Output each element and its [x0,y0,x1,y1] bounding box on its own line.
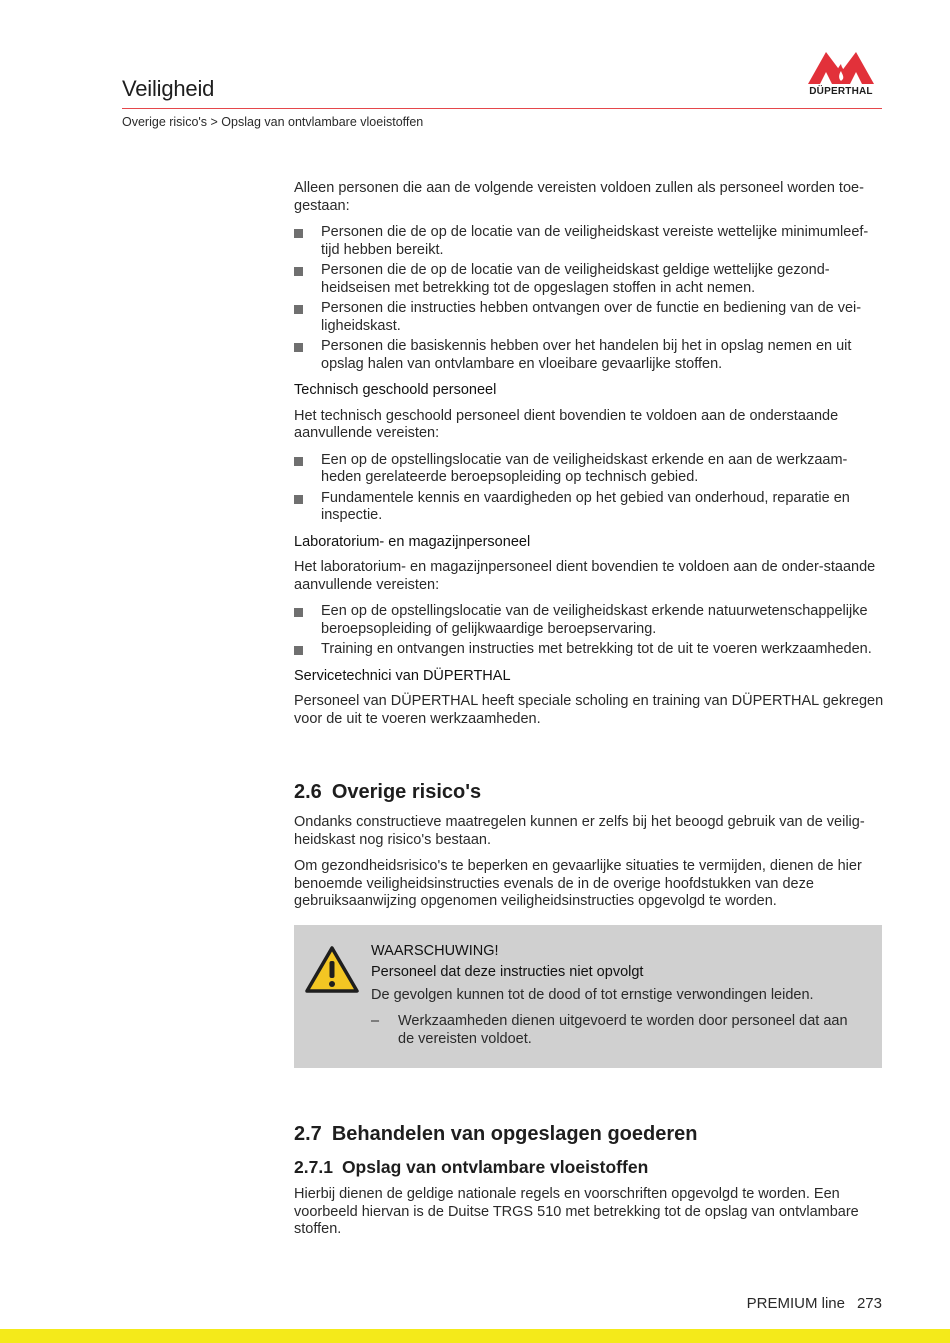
section-heading-2-7: 2.7 Behandelen van opgeslagen goederen [294,1123,698,1145]
list-item: Training en ontvangen instructies met betrekking tot de uit te voeren werkzaamheden. [294,641,884,659]
main-content [294,180,884,1248]
list-item: Een op de opstellingslocatie van de veiligheidskast erkende en aan de werkzaam-heden gerelateerde beroepsopleiding op technisch gebied. [294,452,884,487]
breadcrumb: Overige risico's > Opslag van ontvlambare vloeistoffen [122,115,424,129]
service-staff-paragraph: Personeel van DÜPERTHAL heeft speciale scholing en training van DÜPERTHAL gekregen voor de uit te voeren werkzaamheden. [294,693,884,727]
technical-staff-heading: Technisch geschoold personeel [294,382,497,398]
warning-action: – Werkzaamheden dienen uitgevoerd te worden door personeel dat aan de vereisten voldoet. [371,1013,848,1047]
lab-staff-paragraph: Het laboratorium- en magazijnpersoneel dient bovendien te voldoen aan de onder-staande aanvullende vereisten: [294,559,876,593]
section-heading-2-7-1: 2.7.1 Opslag van ontvlambare vloeistoffen [294,1157,649,1177]
warning-label: WAARSCHUWING! [371,942,499,959]
product-line-label: PREMIUM line [746,1295,845,1312]
square-bullet-icon [294,343,303,352]
flame-logo-icon [806,50,876,86]
dash-bullet: – [371,1013,380,1029]
list-item: Personen die de op de locatie van de veiligheidskast vereiste wettelijke minimumleef-tijd hebben bereikt. [294,224,884,259]
warning-triangle-icon [304,945,360,995]
lab-staff-heading: Laboratorium- en magazijnpersoneel [294,533,531,550]
general-requirements-list [294,224,884,373]
list-item: Personen die de op de locatie van de veiligheidskast geldige wettelijke gezond-heidseisen met betrekking tot de opgeslagen stoffen in acht nemen. [294,262,884,297]
list-item: Een op de opstellingslocatie van de veiligheidskast erkende natuurwetenschappelijke beroepsopleiding of gelijkwaardige beroepservaring. [294,603,884,638]
list-item: Personen die basiskennis hebben over het handelen bij het in opslag nemen en uit opslag halen van ontvlambare en vloeibare gevaarlijke stoffen. [294,338,884,373]
square-bullet-icon [294,305,303,314]
technical-requirements-list [294,452,884,525]
square-bullet-icon [294,229,303,238]
section-heading-2-6: 2.6 Overige risico's [294,781,482,803]
warning-consequence: De gevolgen kunnen tot de dood of tot ernstige verwondingen leiden. [371,986,814,1003]
service-staff-heading: Servicetechnici van DÜPERTHAL [294,667,511,684]
lab-requirements-list [294,603,884,659]
intro-paragraph: Alleen personen die aan de volgende vereisten voldoen zullen als personeel worden toe-gestaan: [294,180,864,214]
square-bullet-icon [294,267,303,276]
header-divider [122,108,882,109]
square-bullet-icon [294,495,303,504]
section-2-6-paragraph-2: Om gezondheidsrisico's te beperken en gevaarlijke situaties te vermijden, dienen de hier benoemde veiligheidsinstructies evenals de in de overige hoofdstukken van deze gebruiksaanwijzing opgenomen veiligheidsinstructies opgevolgd te worden. [294,858,862,909]
warning-subtitle: Personeel dat deze instructies niet opvolgt [371,964,644,980]
square-bullet-icon [294,608,303,617]
page-number: 273 [856,1295,882,1312]
square-bullet-icon [294,457,303,466]
duperthal-logo [806,50,876,98]
section-2-7-1-paragraph: Hierbij dienen de geldige nationale regels en voorschriften opgevolgd te worden. Een voorbeeld hiervan is de Duitse TRGS 510 met betrekking tot de opslag van ontvlambare stoffen. [294,1186,859,1237]
page-header-title: Veiligheid [122,76,215,101]
square-bullet-icon [294,646,303,655]
warning-box [294,925,882,1069]
technical-staff-paragraph: Het technisch geschoold personeel dient bovendien te voldoen aan de onderstaande aanvullende vereisten: [294,407,839,441]
logo-wordmark: DÜPERTHAL [809,86,873,97]
page-footer [747,1295,882,1312]
footer-color-bar [0,1329,950,1343]
list-item: Personen die instructies hebben ontvangen over de functie en bediening van de vei-ligheidskast. [294,300,884,335]
section-2-6-paragraph-1: Ondanks constructieve maatregelen kunnen er zelfs bij het beoogd gebruik van de veilig-heidskast nog risico's bestaan. [294,814,865,848]
list-item: Fundamentele kennis en vaardigheden op het gebied van onderhoud, reparatie en inspectie. [294,490,884,525]
